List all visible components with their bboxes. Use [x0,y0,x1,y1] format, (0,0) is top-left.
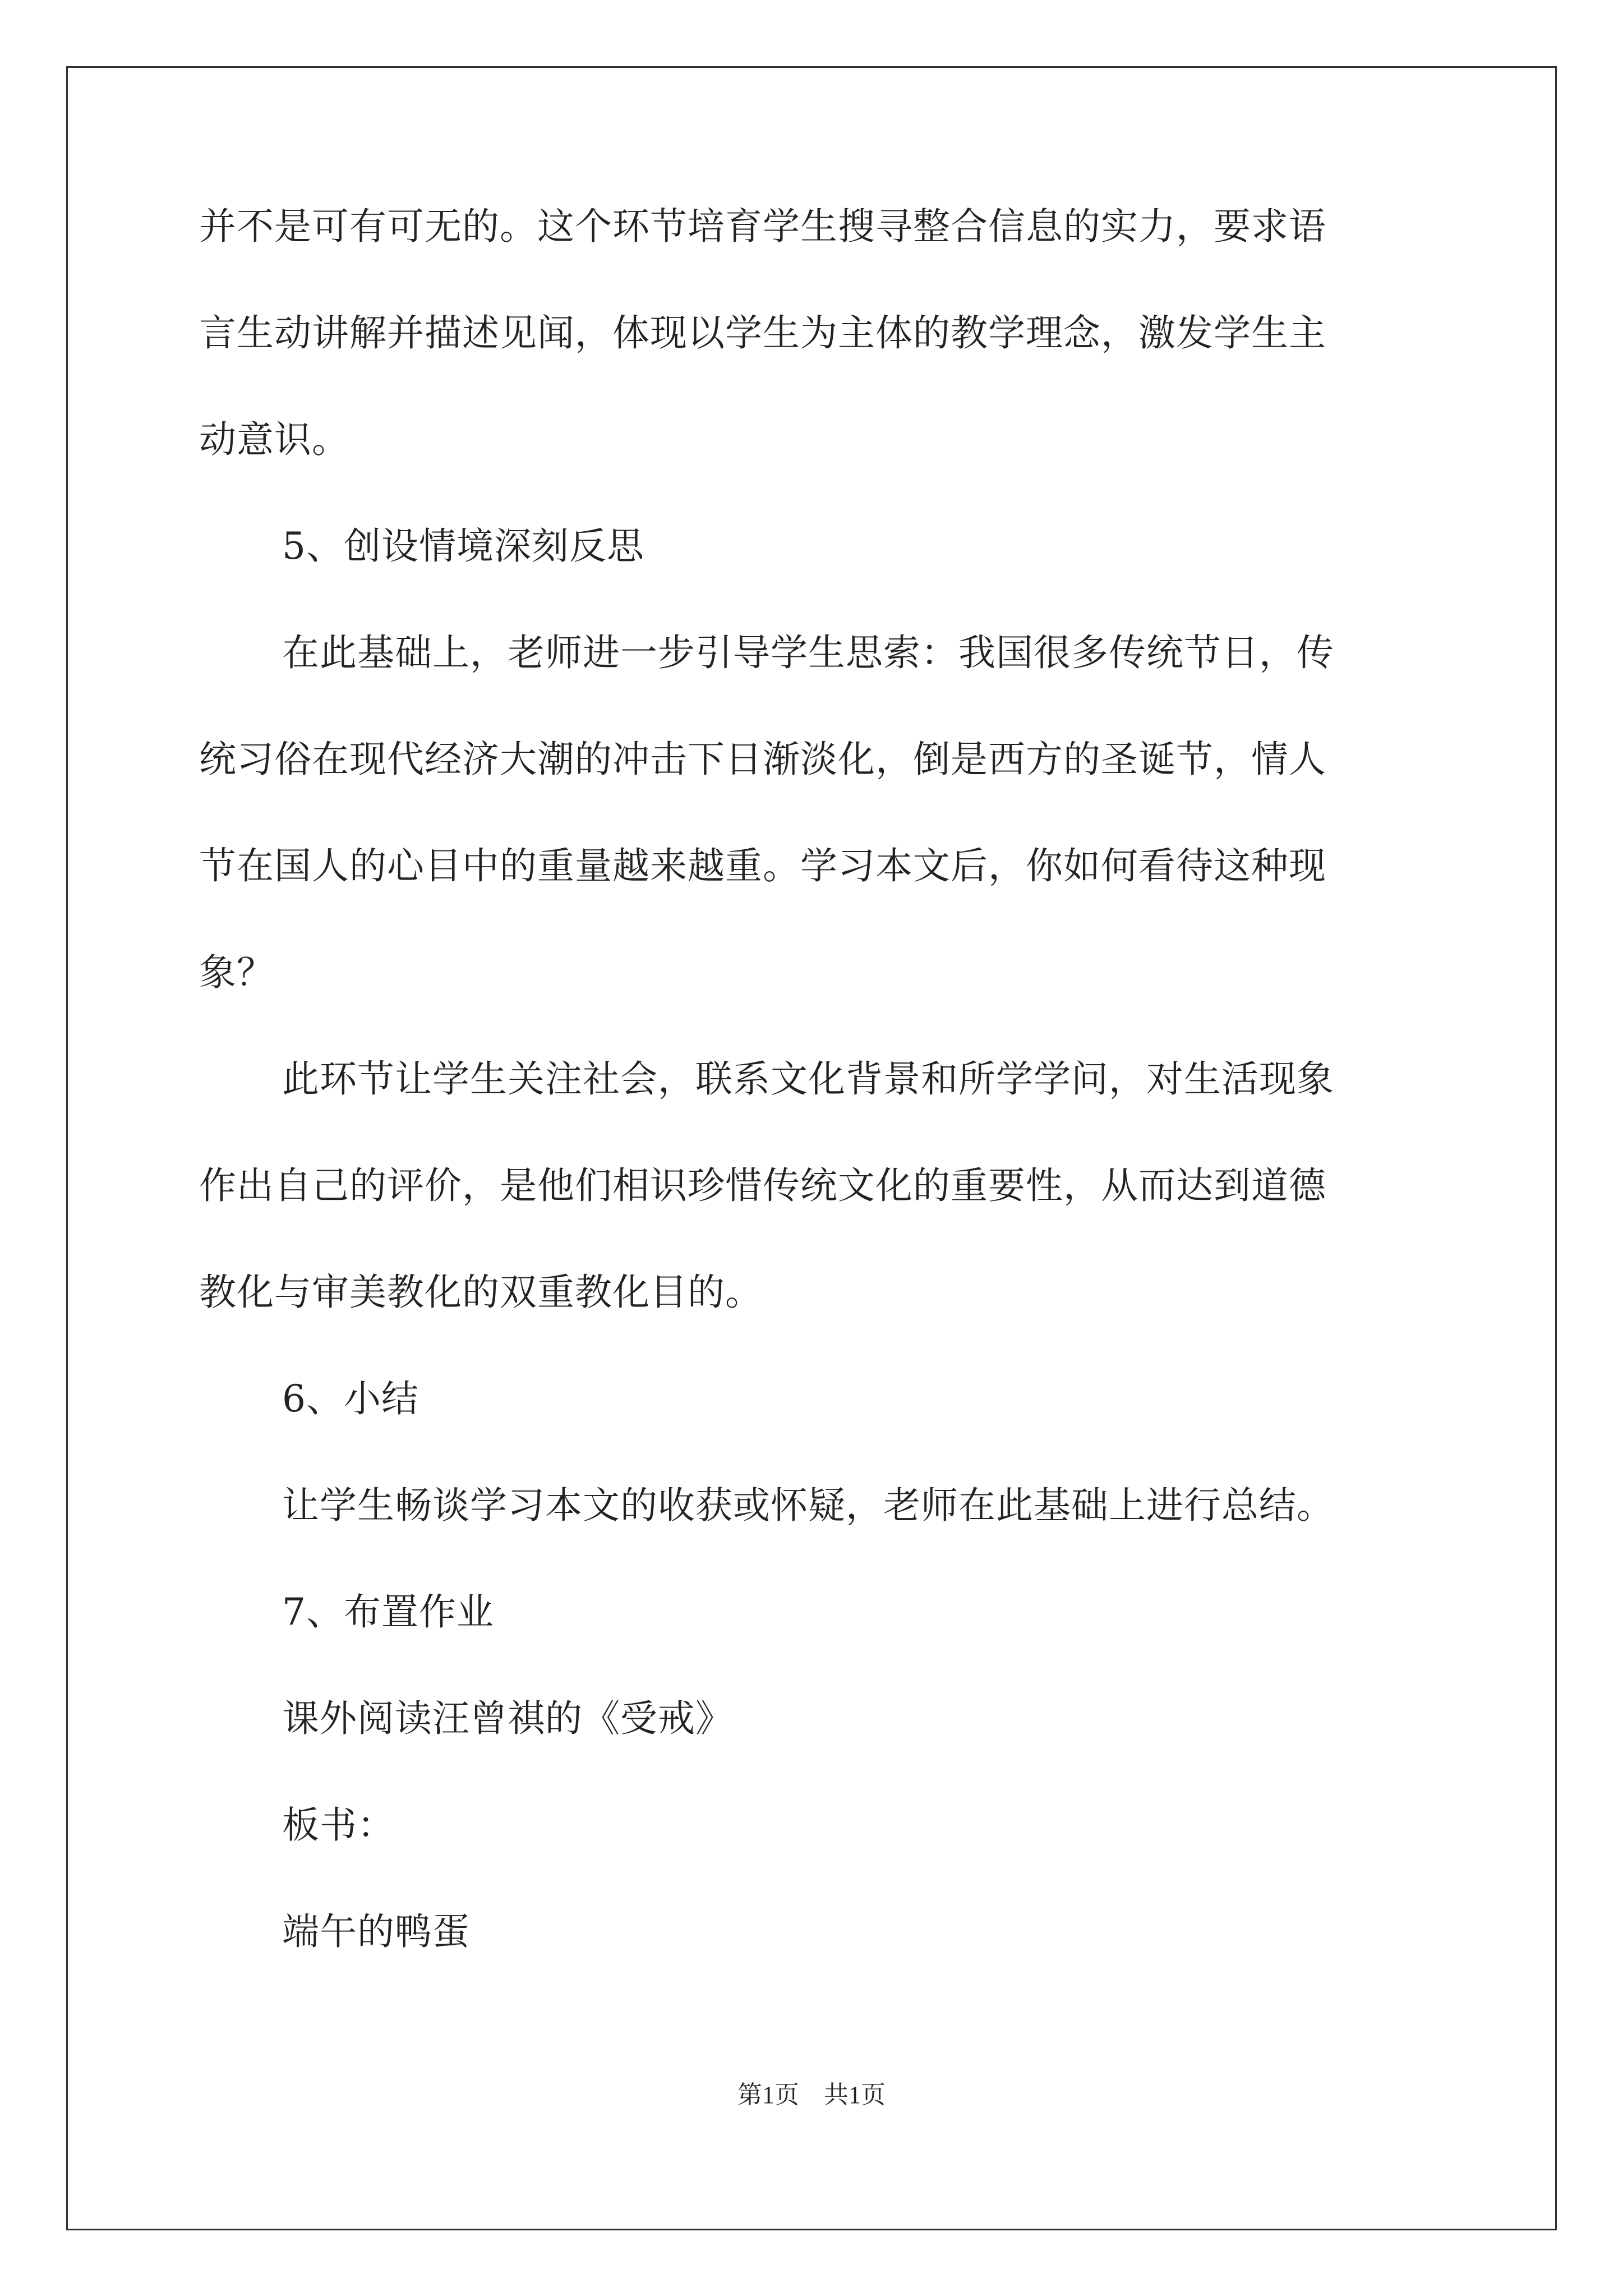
paragraph-line: 板书： [282,1803,395,1847]
section-heading: 5、创设情境深刻反思 [282,524,644,568]
paragraph-line: 节在国人的心目中的重量越来越重。学习本文后，你如何看待这种现 [199,844,1326,887]
paragraph-line: 让学生畅谈学习本文的收获或怀疑，老师在此基础上进行总结。 [282,1484,1334,1527]
paragraph-line: 端午的鸭蛋 [282,1910,470,1953]
page-border [66,66,1557,2230]
paragraph-line: 作出自己的评价，是他们相识珍惜传统文化的重要性，从而达到道德 [199,1164,1326,1207]
paragraph-line: 此环节让学生关注社会，联系文化背景和所学学问，对生活现象 [282,1057,1334,1101]
page-footer [0,2081,1623,2109]
paragraph-line: 教化与审美教化的双重教化目的。 [199,1271,763,1314]
paragraph-line: 言生动讲解并描述见闻，体现以学生为主体的教学理念，激发学生主 [199,311,1326,355]
section-heading: 7、布置作业 [282,1590,494,1634]
paragraph-line: 象？ [199,951,274,994]
paragraph-line: 并不是可有可无的。这个环节培育学生搜寻整合信息的实力，要求语 [199,205,1326,248]
paragraph-line: 统习俗在现代经济大潮的冲击下日渐淡化，倒是西方的圣诞节，情人 [199,738,1326,781]
paragraph-line: 课外阅读汪曾祺的《受戒》 [282,1697,733,1740]
section-heading: 6、小结 [282,1377,419,1420]
page-number: 第1页 共1页 [737,2081,886,2109]
paragraph-line: 动意识。 [199,418,349,461]
paragraph-line: 在此基础上，老师进一步引导学生思索：我国很多传统节日，传 [282,631,1334,674]
